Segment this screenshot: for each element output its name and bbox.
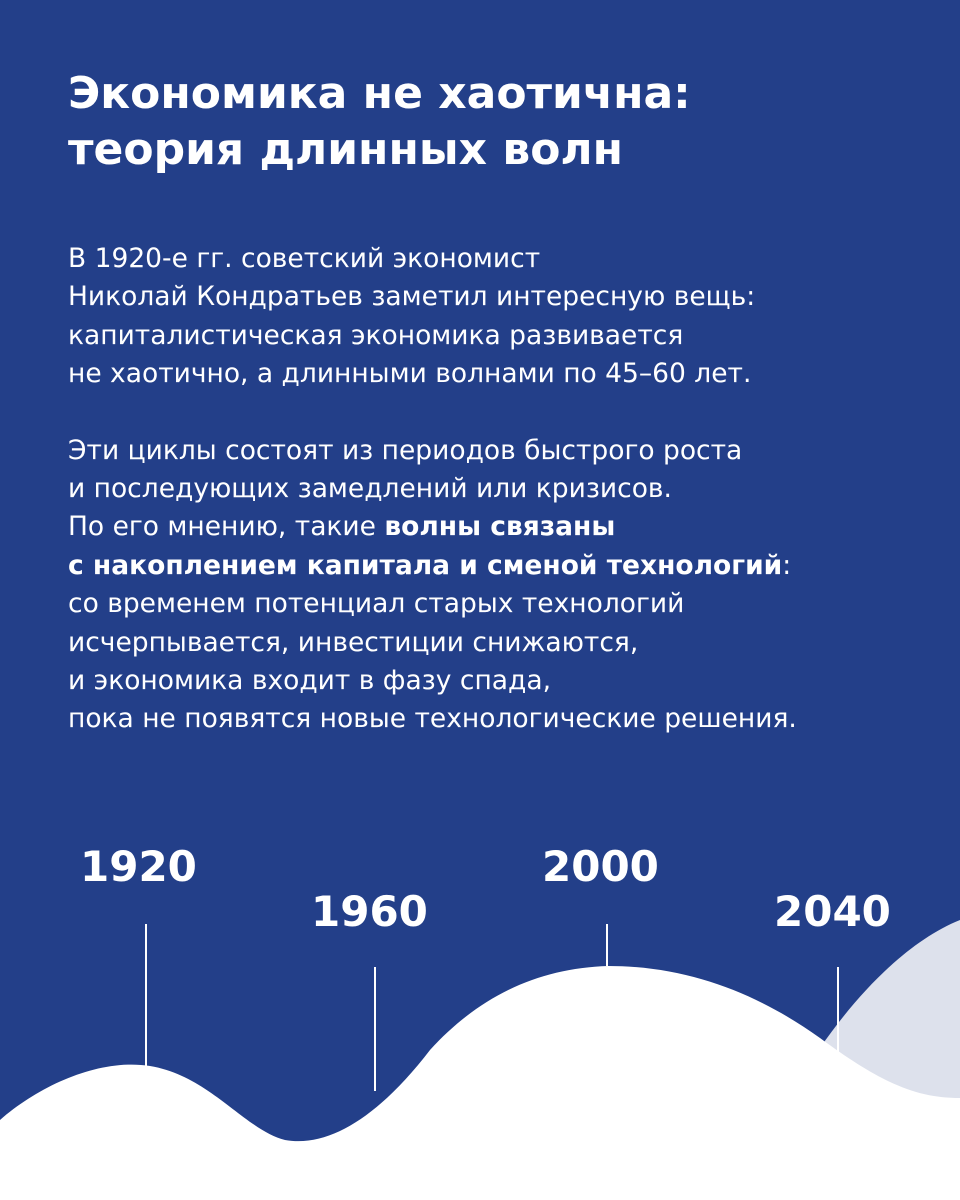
front-wave: [0, 966, 960, 1200]
year-label-2040: 2040: [774, 887, 891, 936]
cycles-text-prefix: По его мнению, такие: [68, 511, 385, 543]
cycles-highlight-part-2: с накоплением капитала и сменой технологий: [68, 549, 783, 581]
year-label-1920: 1920: [80, 842, 197, 891]
paragraph-intro-line-1: В 1920-е гг. советский экономист: [68, 243, 541, 274]
cycles-highlight-part-1: волны связаны: [384, 511, 616, 543]
title-line-1: Экономика не хаотична:: [68, 68, 691, 119]
paragraph-cycles-line-4: [68, 547, 948, 585]
paragraph-intro: [68, 240, 948, 394]
paragraph-cycles-line-1: Эти циклы состоят из периодов быстрого роста: [68, 434, 743, 466]
body-text: [68, 240, 948, 739]
cycles-colon: :: [782, 549, 792, 581]
paragraph-cycles-line-7: и экономика входит в фазу спада,: [68, 665, 552, 697]
long-waves-illustration: [0, 830, 960, 1200]
paragraph-cycles-line-6: исчерпывается, инвестиции снижаются,: [68, 626, 639, 658]
paragraph-cycles-line-8: пока не появятся новые технологические решения.: [68, 703, 797, 735]
year-label-1960: 1960: [311, 887, 428, 936]
paragraph-cycles: [68, 432, 948, 739]
paragraph-intro-line-4: не хаотично, а длинными волнами по 45–60 лет.: [68, 358, 752, 390]
paragraph-cycles-line-5: со временем потенциал старых технологий: [68, 588, 685, 620]
paragraph-cycles-line-3: [68, 508, 948, 546]
paragraph-cycles-line-2: и последующих замедлений или кризисов.: [68, 473, 672, 505]
year-label-2000: 2000: [542, 842, 659, 891]
paragraph-intro-line-2: Николай Кондратьев заметил интересную вещь:: [68, 281, 756, 313]
title-line-2: теория длинных волн: [68, 124, 624, 175]
paragraph-intro-line-3: капиталистическая экономика развивается: [68, 319, 684, 351]
slide-title: [68, 66, 908, 178]
